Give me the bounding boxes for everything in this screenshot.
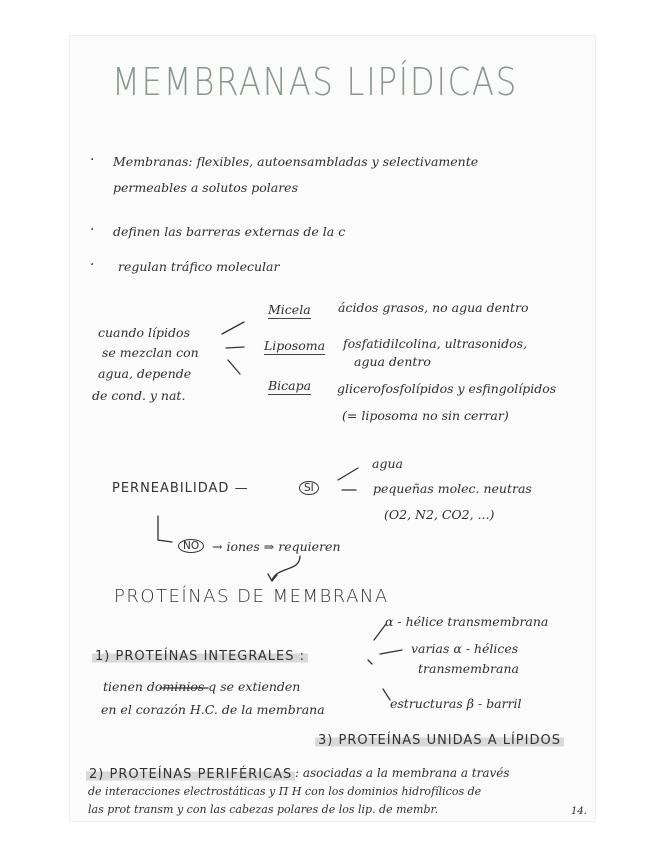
si-item: (O2, N2, CO2, ...) (384, 507, 495, 522)
bullet-1-line1: Membranas: flexibles, autoensambladas y selectivamente (113, 154, 479, 169)
bullet-2: definen las barreras externas de la c (113, 224, 346, 239)
bullet-1-line2: permeables a solutos polares (113, 180, 298, 195)
integrales-type: α - hélice transmembrana (385, 614, 549, 629)
lipid-term-micela: Micela (268, 302, 311, 317)
perifericas-line-1: : asociadas a la membrana a través (295, 766, 510, 780)
no-label: NO (178, 539, 204, 553)
page-number: 14. (571, 806, 587, 817)
lipid-left-line: se mezclan con (102, 345, 199, 360)
bullet-3: regulan tráfico molecular (118, 259, 280, 274)
si-item: agua (372, 456, 403, 471)
branch-int-tick (368, 660, 372, 664)
branch-int-3 (383, 689, 390, 700)
perifericas-line-2: de interacciones electrostáticas y Π H con los dominios hidrofílicos de (88, 785, 482, 798)
lipid-desc-bicapa-2: (= liposoma no sin cerrar) (342, 408, 509, 423)
branch-liposoma (226, 347, 244, 348)
integrales-desc-1: tienen dominios q se extienden (103, 679, 301, 694)
integrales-type: transmembrana (418, 661, 519, 676)
integrales-label: 1) PROTEÍNAS INTEGRALES : (92, 649, 308, 664)
permeability-label: PERNEABILIDAD — (112, 481, 249, 496)
lipid-desc-liposoma: fosfatidilcolina, ultrasonidos, (343, 336, 528, 351)
proteins-heading: PROTEÍNAS DE MEMBRANA (114, 586, 389, 607)
perifericas-line-3: las prot transm y con las cabezas polares de los lip. de membr. (88, 803, 439, 816)
lipid-term-liposoma: Liposoma (264, 338, 326, 353)
lipid-desc-micela: ácidos grasos, no agua dentro (338, 300, 529, 315)
branch-int-1 (374, 624, 386, 640)
branch-si-1 (338, 468, 358, 480)
no-text: → iones ⇒ requieren (212, 539, 341, 554)
si-item: pequeñas molec. neutras (373, 481, 532, 496)
page-title: MEMBRANAS LIPÍDICAS (112, 60, 518, 104)
lipid-desc-liposoma-2: agua dentro (354, 354, 431, 369)
bullet-dot: · (90, 222, 95, 238)
lipid-left-line: agua, depende (98, 366, 192, 381)
perifericas-label: 2) PROTEÍNAS PERIFÉRICAS (86, 767, 295, 782)
branch-int-2 (380, 650, 402, 654)
branch-bicapa (228, 360, 240, 374)
lipid-left-line: cuando lípidos (98, 325, 190, 340)
unidas-label: 3) PROTEÍNAS UNIDAS A LÍPIDOS (315, 733, 564, 748)
lipid-term-bicapa: Bicapa (268, 378, 312, 393)
lipid-desc-bicapa: glicerofosfolípidos y esfingolípidos (337, 381, 557, 396)
branch-micela (222, 322, 244, 334)
integrales-type: estructuras β - barril (390, 696, 522, 711)
no-bracket (158, 516, 172, 542)
si-label: SI (299, 481, 319, 495)
integrales-desc-2: en el corazón H.C. de la membrana (101, 702, 325, 717)
bullet-dot: · (90, 257, 95, 273)
integrales-type: varias α - hélices (411, 641, 519, 656)
lipid-left-line: de cond. y nat. (92, 388, 186, 403)
bullet-dot: · (90, 152, 95, 168)
